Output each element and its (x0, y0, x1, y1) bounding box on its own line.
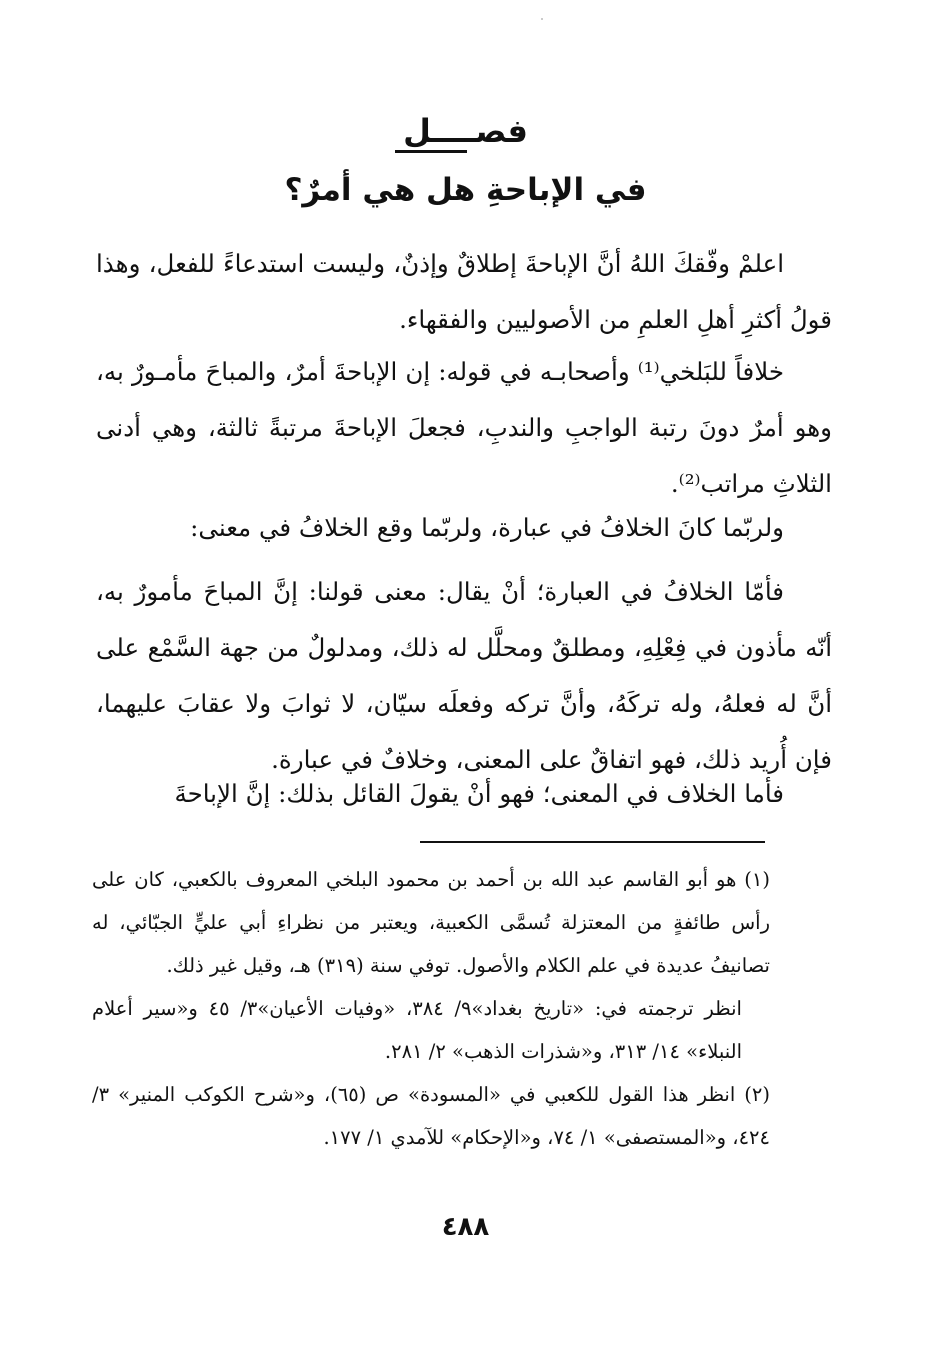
paragraph-5 (96, 766, 832, 822)
paragraph-2-text: خلافاً للبَلخي⁽¹⁾ وأصحابـه في قوله: إن الإباحةَ أمرٌ، والمباحَ مأمـورٌ به، وهو أمرٌ دونَ رتبة الواجبِ والندبِ، فجعلَ الإباحةَ مرتبةً ثالثة، وهي أدنى الثلاثِ مراتب⁽²⁾. (96, 357, 832, 498)
footnote-1: (١) هو أبو القاسم عبد الله بن أحمد بن محمود البلخي المعروف بالكعبي، كان على رأس طائفةٍ من المعتزلة تُسمَّى الكعبية، ويعتبر من نظراءِ أبي عليٍّ الجبّائي، له تصانيفُ عديدة في علم الكلام والأصول. توفي سنة (٣١٩) هـ، وقيل غير ذلك. (92, 868, 770, 977)
footnotes (92, 858, 770, 1159)
paragraph-1-text: اعلمْ وفّقكَ اللهُ أنَّ الإباحةَ إطلاقٌ وإذنٌ، وليست استدعاءً للفعل، وهذا قولُ أكثرِ أهلِ العلمِ من الأصوليين والفقهاء. (96, 249, 832, 334)
paragraph-2 (96, 344, 832, 512)
paragraph-5-text: فأما الخلاف في المعنى؛ فهو أنْ يقولَ القائل بذلك: إنَّ الإباحةَ (174, 779, 784, 808)
page-number: ٤٨٨ (441, 1212, 490, 1242)
paragraph-4-text: فأمّا الخلافُ في العبارة؛ أنْ يقال: معنى قولنا: إنَّ المباحَ مأمورٌ به، أنّه مأذون في فِعْلِهِ، ومطلقٌ ومحلَّل له ذلك، ومدلولٌ من جهة السَّمْع على أنَّ له فعلهُ، وله تركَهُ، وأنَّ تركه وفعلَه سيّان، لا ثوابَ ولا عقابَ عليهما، فإن أُريد ذلك، فهو اتفاقٌ على المعنى، وخلافٌ في عبارة. (96, 577, 832, 774)
chapter-heading: فصــــل (403, 112, 528, 150)
footnote-1-references: انظر ترجمته في: «تاريخ بغداد»٩/ ٣٨٤، «وفيات الأعيان»٣/ ٤٥ و«سير أعلام النبلاء» ١٤/ ٣١٣، و«شذرات الذهب» ٢/ ٢٨١. (92, 997, 742, 1063)
footnote-2: (٢) انظر هذا القول للكعبي في «المسودة» ص (٦٥)، و«شرح الكوكب المنير» ٣/ ٤٢٤، و«المستصفى» ١/ ٧٤، و«الإحكام» للآمدي ١/ ١٧٧. (92, 1083, 771, 1149)
paragraph-3 (96, 500, 832, 556)
footnote-divider (420, 841, 765, 843)
chapter-heading-underline (395, 150, 467, 153)
scan-mark (541, 18, 543, 20)
paragraph-3-text: ولربّما كانَ الخلافُ في عبارة، ولربّما وقع الخلافُ في معنى: (190, 513, 784, 542)
paragraph-1 (96, 236, 832, 348)
section-title: في الإباحةِ هل هي أمرٌ؟ (284, 172, 647, 208)
paragraph-4 (96, 564, 832, 788)
